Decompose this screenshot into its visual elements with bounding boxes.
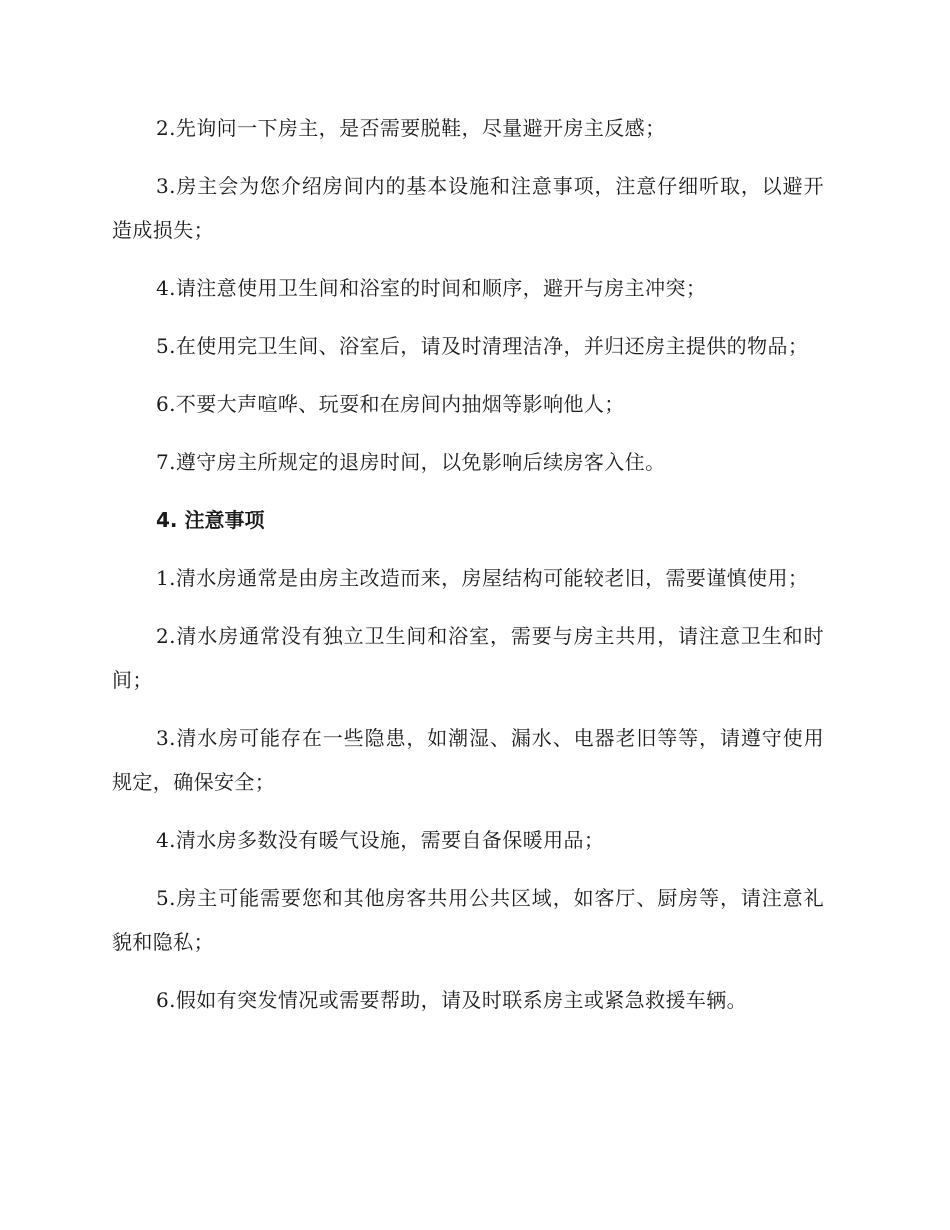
section-heading: 4. 注意事项: [156, 508, 265, 532]
list-item: 2.先询问一下房主，是否需要脱鞋，尽量避开房主反感；: [156, 116, 666, 140]
list-item: 4.请注意使用卫生间和浴室的时间和顺序，避开与房主冲突；: [156, 276, 707, 300]
list-item: 3.房主会为您介绍房间内的基本设施和注意事项，注意仔细听取，以避开造成损失；: [112, 174, 824, 242]
list-item: 7.遵守房主所规定的退房时间，以免影响后续房客入住。: [156, 450, 666, 474]
list-item: 1.清水房通常是由房主改造而来，房屋结构可能较老旧，需要谨慎使用；: [156, 566, 809, 590]
list-item: 5.房主可能需要您和其他房客共用公共区域，如客厅、厨房等，请注意礼貌和隐私；: [112, 886, 824, 954]
list-item: 6.不要大声喧哗、玩耍和在房间内抽烟等影响他人；: [156, 392, 625, 416]
list-item: 6.假如有突发情况或需要帮助，请及时联系房主或紧急救援车辆。: [156, 988, 748, 1012]
list-item: 5.在使用完卫生间、浴室后，请及时清理洁净，并归还房主提供的物品；: [156, 334, 809, 358]
list-item: 3.清水房可能存在一些隐患，如潮湿、漏水、电器老旧等等，请遵守使用规定，确保安全；: [112, 726, 824, 794]
list-item: 4.清水房多数没有暖气设施，需要自备保暖用品；: [156, 828, 605, 852]
list-item: 2.清水房通常没有独立卫生间和浴室，需要与房主共用，请注意卫生和时间；: [112, 624, 824, 692]
document-body: [112, 106, 824, 1036]
